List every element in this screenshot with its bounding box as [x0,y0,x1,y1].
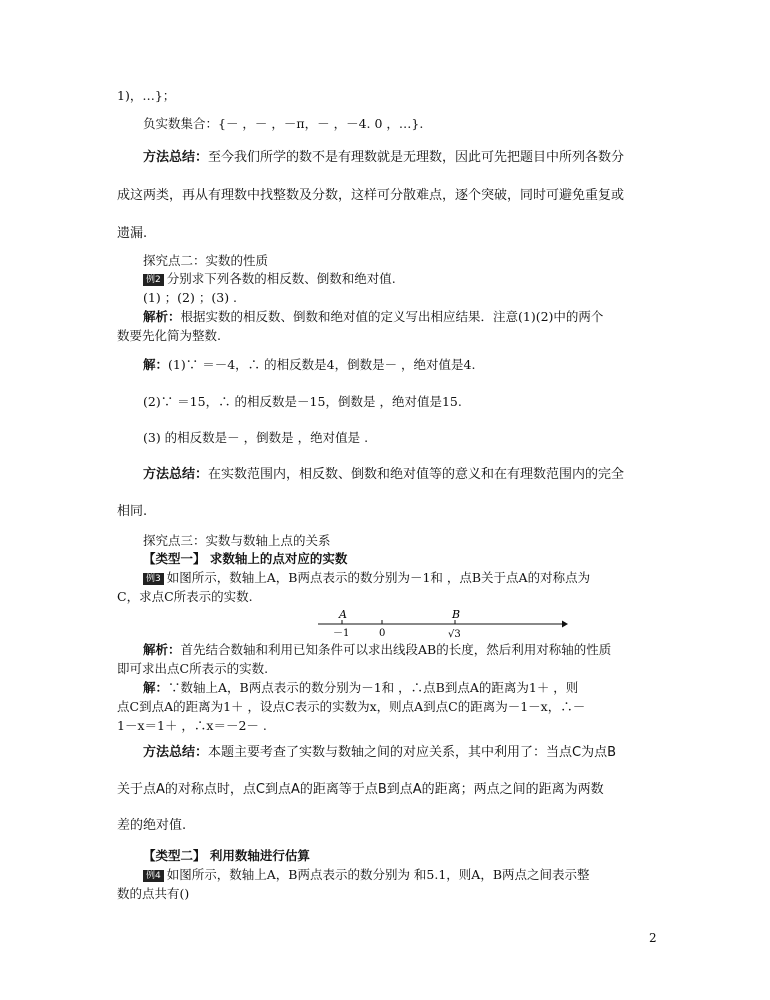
negative-real-set: 负实数集合：{－ ，－ ，－π，－ ，－4. 0 ，…}. [143,116,424,131]
solution-text: (1)∵ ＝－4，∴ 的相反数是4，倒数是－ ，绝对值是4. [168,357,476,372]
example-line: C，求点C所表示的实数. [117,589,253,604]
example-line [143,271,396,287]
example-line: 数的点共有() [117,886,190,901]
analysis-text: 根据实数的相反数、倒数和绝对值的定义写出相应结果．注意(1)(2)中的两个 [180,309,604,324]
summary-line [143,467,624,483]
solution-label: 解： [143,357,169,372]
example-tag: 例2 [143,274,164,286]
summary-line [143,150,624,166]
section-heading: 探究点三：实数与数轴上点的关系 [143,533,331,548]
solution-line [143,680,578,696]
axis-arrow [562,621,568,628]
analysis-line [143,642,611,658]
solution-line: (3) 的相反数是－ ，倒数是 ，绝对值是 . [143,430,369,445]
summary-text: 本题主要考查了实数与数轴之间的对应关系，其中利用了：当点C为点B [208,745,617,760]
section-heading: 探究点二：实数的性质 [143,253,269,268]
analysis-label: 解析： [143,642,181,657]
solution-line: 1－x＝1＋ ，∴x＝－2－ . [117,718,267,733]
solution-text: ∵数轴上A，B两点表示的数分别为－1和 ，∴点B到点A的距离为1＋ ，则 [168,680,579,695]
summary-line [143,745,616,761]
solution-line: 点C到点A的距离为1＋ ，设点C表示的实数为x，则点A到点C的距离为－1－x，∴－ [117,699,586,714]
example-text: 如图所示，数轴上A，B两点表示的数分别为 和5.1，则A，B两点之间表示整 [166,867,590,882]
example-text: 分别求下列各数的相反数、倒数和绝对值. [166,271,396,286]
example-tag: 例4 [143,870,164,882]
solution-line [143,357,475,373]
summary-label: 方法总结： [143,745,209,760]
example-line [143,867,590,883]
tick-zero-value: 0 [379,628,386,639]
number-line [318,608,568,642]
summary-line: 差的绝对值. [117,818,187,833]
analysis-line [143,309,603,325]
point-a-label: A [339,608,347,621]
point-b-label: B [452,608,461,621]
summary-text: 在实数范围内，相反数、倒数和绝对值等的意义和在有理数范围内的完全 [208,467,625,482]
analysis-line: 即可求出点C所表示的实数. [117,661,269,676]
summary-text: 至今我们所学的数不是有理数就是无理数，因此可先把题目中所列各数分 [208,150,625,165]
analysis-label: 解析： [143,309,181,324]
example-text: 如图所示，数轴上A，B两点表示的数分别为－1和 ，点B关于点A的对称点为 [166,570,591,585]
analysis-line: 数要先化简为整数. [117,328,221,343]
text-line: 1)，…}； [117,88,176,103]
solution-label: 解： [143,680,169,695]
summary-line: 遗漏. [117,226,148,241]
example-tag: 例3 [143,573,164,585]
type-heading: 【类型二】 利用数轴进行估算 [143,848,310,863]
summary-line: 关于点A的对称点时，点C到点A的距离等于点B到点A的距离；两点之间的距离为两数 [117,782,604,797]
solution-line: (2)∵ ＝15，∴ 的相反数是－15，倒数是 ，绝对值是15. [143,394,462,409]
summary-label: 方法总结： [143,150,209,165]
summary-line: 成这两类，再从有理数中找整数及分数，这样可分散难点，逐个突破，同时可避免重复或 [117,188,625,203]
analysis-text: 首先结合数轴和利用已知条件可以求出线段AB的长度，然后利用对称轴的性质 [180,642,612,657]
type-heading: 【类型一】 求数轴上的点对应的实数 [143,551,348,566]
page-number: 2 [649,931,657,945]
summary-label: 方法总结： [143,467,209,482]
example-line [143,570,590,586]
tick-a-value: －1 [333,628,350,639]
summary-line: 相同. [117,504,148,519]
example-items: (1) ；(2) ；(3) . [143,290,238,305]
tick-b-value: √3 [448,629,461,640]
